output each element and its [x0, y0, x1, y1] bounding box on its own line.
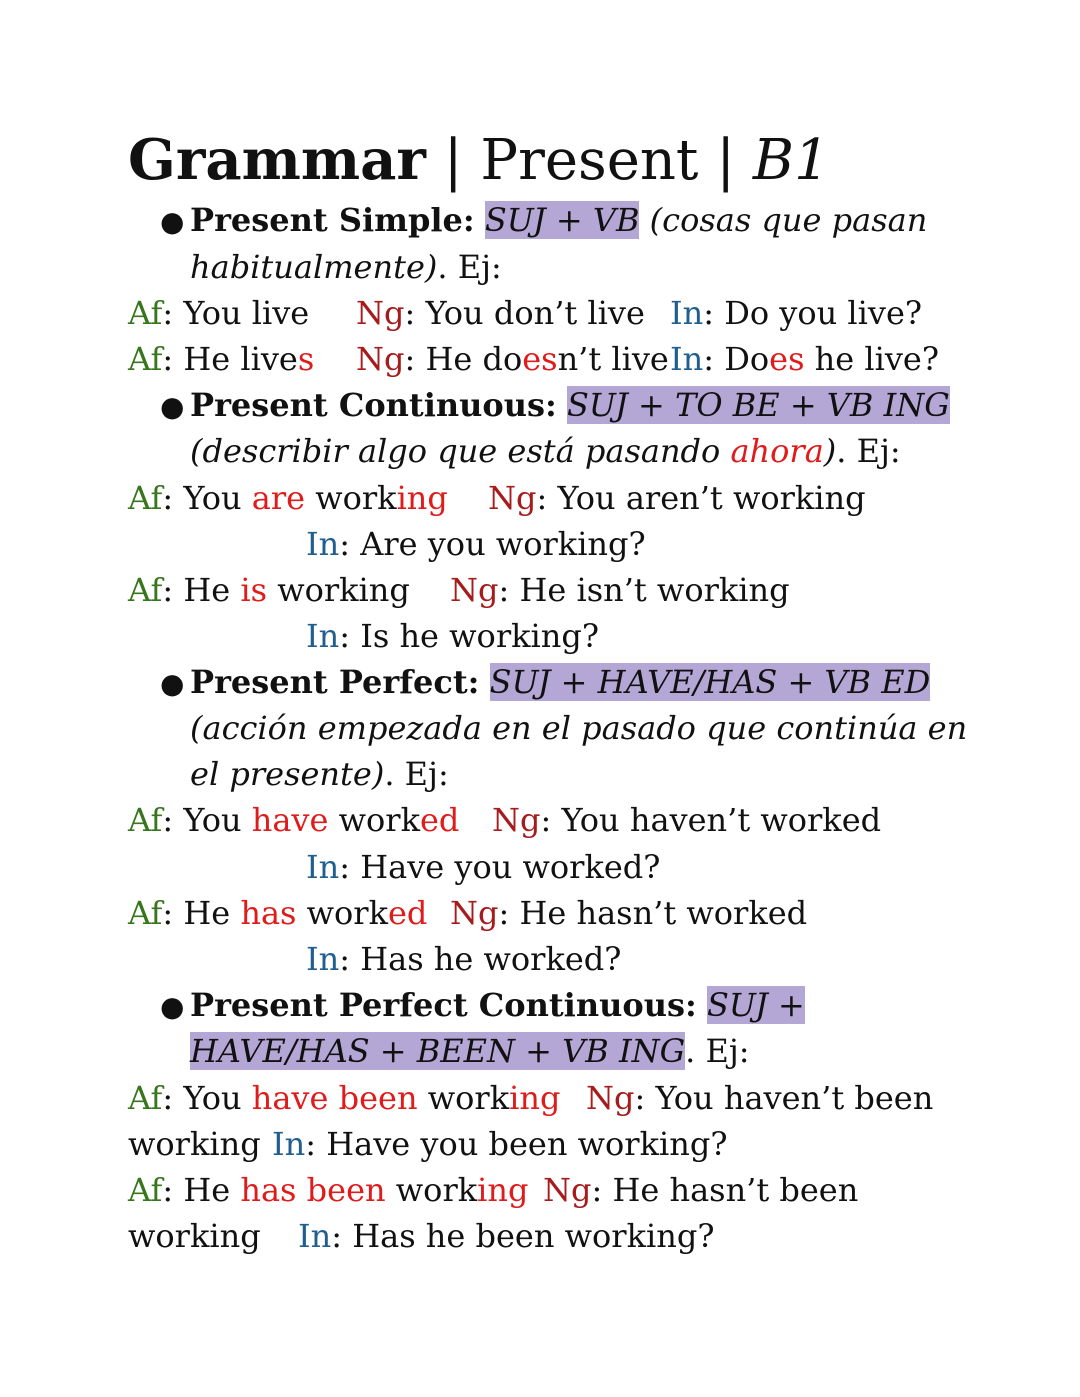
ng-label: Ng — [450, 571, 499, 609]
formula-highlight: SUJ + HAVE/HAS + VB ED — [489, 663, 931, 701]
af-example: You — [183, 479, 252, 517]
af-label: Af — [128, 801, 163, 839]
ng-label: Ng — [356, 294, 405, 332]
in-label: In — [306, 940, 340, 978]
in-example: he live? — [804, 340, 940, 378]
ng-label: Ng — [488, 479, 537, 517]
in-label: In — [670, 340, 704, 378]
example-label: Ej: — [856, 432, 901, 470]
section-heading-simple — [190, 197, 927, 243]
ng-example: You haven’t been — [655, 1079, 934, 1117]
example-line: working In: Have you been working? — [128, 1121, 727, 1167]
ng-example: You don’t live — [425, 294, 645, 332]
example-label: Ej: — [457, 248, 502, 286]
af-example: He — [183, 1171, 241, 1209]
highlight-red: is — [240, 571, 268, 609]
af-example: You — [183, 1079, 252, 1117]
af-example: He live — [183, 340, 298, 378]
ng-example: You haven’t worked — [561, 801, 882, 839]
example-line: Af: You have been working Ng: You haven’t been — [128, 1079, 934, 1117]
example-line: working In: Has he been working? — [128, 1213, 714, 1259]
in-label: In — [306, 525, 340, 563]
in-label: In — [306, 617, 340, 655]
example-line: Af: You live Ng: You don’t live In: Do you live? — [128, 294, 923, 332]
title-middle: Present — [480, 128, 699, 193]
af-example: work — [305, 479, 397, 517]
in-example: Do — [724, 340, 770, 378]
highlight-red: ed — [419, 801, 460, 839]
example-line: Af: You are working Ng: You aren’t working — [128, 479, 866, 517]
section-description-line: (describir algo que está pasando ahora). Ej: — [190, 432, 901, 470]
af-example: working — [267, 571, 410, 609]
example-line: Af: He has been working Ng: He hasn’t been — [128, 1171, 859, 1209]
in-label: In — [670, 294, 704, 332]
section-heading-continuous — [190, 382, 950, 428]
section-description: (cosas que pasan — [649, 201, 928, 239]
example-line: In: Are you working? — [306, 525, 646, 563]
ng-label: Ng — [492, 801, 541, 839]
title-level: B1 — [752, 128, 830, 193]
highlight-red: has been — [240, 1171, 386, 1209]
ng-example: You aren’t working — [557, 479, 866, 517]
page-title — [128, 128, 830, 193]
af-example: You — [183, 801, 252, 839]
formula-highlight: SUJ + — [706, 986, 805, 1024]
ng-example: He hasn’t worked — [519, 894, 808, 932]
ng-example: working — [128, 1125, 261, 1163]
title-bold: Grammar — [128, 127, 426, 193]
highlight-red: es — [522, 340, 558, 378]
ng-label: Ng — [586, 1079, 635, 1117]
highlight-red: has — [240, 894, 297, 932]
in-example: Do you live? — [724, 294, 923, 332]
bullet-icon: ● — [160, 667, 185, 700]
in-example: Are you working? — [360, 525, 646, 563]
example-line: Af: He is working Ng: He isn’t working — [128, 571, 790, 609]
example-line: In: Has he worked? — [306, 940, 622, 978]
section-description: (acción empezada en el pasado que continúa en — [190, 709, 968, 747]
section-formula-line: HAVE/HAS + BEEN + VB ING. Ej: — [190, 1032, 750, 1070]
in-label: In — [272, 1125, 306, 1163]
formula-highlight: HAVE/HAS + BEEN + VB ING — [190, 1032, 686, 1070]
af-label: Af — [128, 340, 163, 378]
section-heading-perfect — [190, 659, 930, 705]
ng-example: He hasn’t been — [612, 1171, 859, 1209]
af-example: work — [328, 801, 420, 839]
af-label: Af — [128, 479, 163, 517]
highlight-red: ing — [477, 1171, 529, 1209]
title-separator: | — [425, 128, 481, 193]
in-example: Have you been working? — [326, 1125, 728, 1163]
section-description: el presente) — [190, 755, 385, 793]
ng-label: Ng — [356, 340, 405, 378]
section-name: Present Continuous: — [190, 386, 557, 424]
highlight-red: are — [251, 479, 306, 517]
section-description: ) — [823, 432, 837, 470]
section-heading-perfect-continuous — [190, 982, 805, 1028]
in-label: In — [298, 1217, 332, 1255]
highlight-red: es — [769, 340, 805, 378]
highlight-red: ahora — [730, 432, 824, 470]
in-example: Has he been working? — [352, 1217, 715, 1255]
ng-example: He isn’t working — [519, 571, 790, 609]
af-example: work — [296, 894, 388, 932]
in-example: Have you worked? — [360, 848, 661, 886]
highlight-red: ing — [396, 479, 448, 517]
example-line: Af: He has worked Ng: He hasn’t worked — [128, 894, 808, 932]
section-name: Present Simple: — [190, 201, 475, 239]
example-line: Af: You have worked Ng: You haven’t worked — [128, 801, 882, 839]
highlight-red: ed — [387, 894, 428, 932]
section-description: (describir algo que está pasando — [190, 432, 731, 470]
section-name: Present Perfect: — [190, 663, 480, 701]
bullet-icon: ● — [160, 990, 185, 1023]
highlight-red: ing — [509, 1079, 561, 1117]
formula-highlight: SUJ + TO BE + VB ING — [567, 386, 950, 424]
in-example: Is he working? — [360, 617, 599, 655]
ng-example: He do — [425, 340, 523, 378]
in-label: In — [306, 848, 340, 886]
ng-label: Ng — [543, 1171, 592, 1209]
bullet-icon: ● — [160, 390, 185, 423]
example-line: In: Have you worked? — [306, 848, 661, 886]
ng-example: working — [128, 1217, 261, 1255]
af-label: Af — [128, 294, 163, 332]
section-description-line: el presente). Ej: — [190, 755, 449, 793]
example-label: Ej: — [404, 755, 449, 793]
highlight-red: have — [251, 801, 329, 839]
section-name: Present Perfect Continuous: — [190, 986, 697, 1024]
af-label: Af — [128, 1079, 163, 1117]
af-label: Af — [128, 1171, 163, 1209]
example-line: Af: He lives Ng: He doesn’t liveIn: Does he live? — [128, 340, 940, 378]
highlight-red: s — [297, 340, 315, 378]
af-example: work — [417, 1079, 510, 1117]
af-label: Af — [128, 571, 163, 609]
in-example: Has he worked? — [360, 940, 622, 978]
highlight-red: have been — [251, 1079, 418, 1117]
ng-example: n’t live — [557, 340, 669, 378]
bullet-icon: ● — [160, 205, 185, 238]
af-example: He — [183, 571, 241, 609]
section-description: habitualmente) — [190, 248, 438, 286]
title-separator: | — [698, 128, 753, 193]
af-example: You live — [183, 294, 310, 332]
section-description-line — [190, 705, 967, 751]
af-example: He — [183, 894, 241, 932]
formula-highlight: SUJ + VB — [484, 201, 640, 239]
ng-label: Ng — [450, 894, 499, 932]
af-example: work — [385, 1171, 478, 1209]
example-line: In: Is he working? — [306, 617, 599, 655]
af-label: Af — [128, 894, 163, 932]
example-label: Ej: — [705, 1032, 750, 1070]
section-description-line: habitualmente). Ej: — [190, 248, 502, 286]
